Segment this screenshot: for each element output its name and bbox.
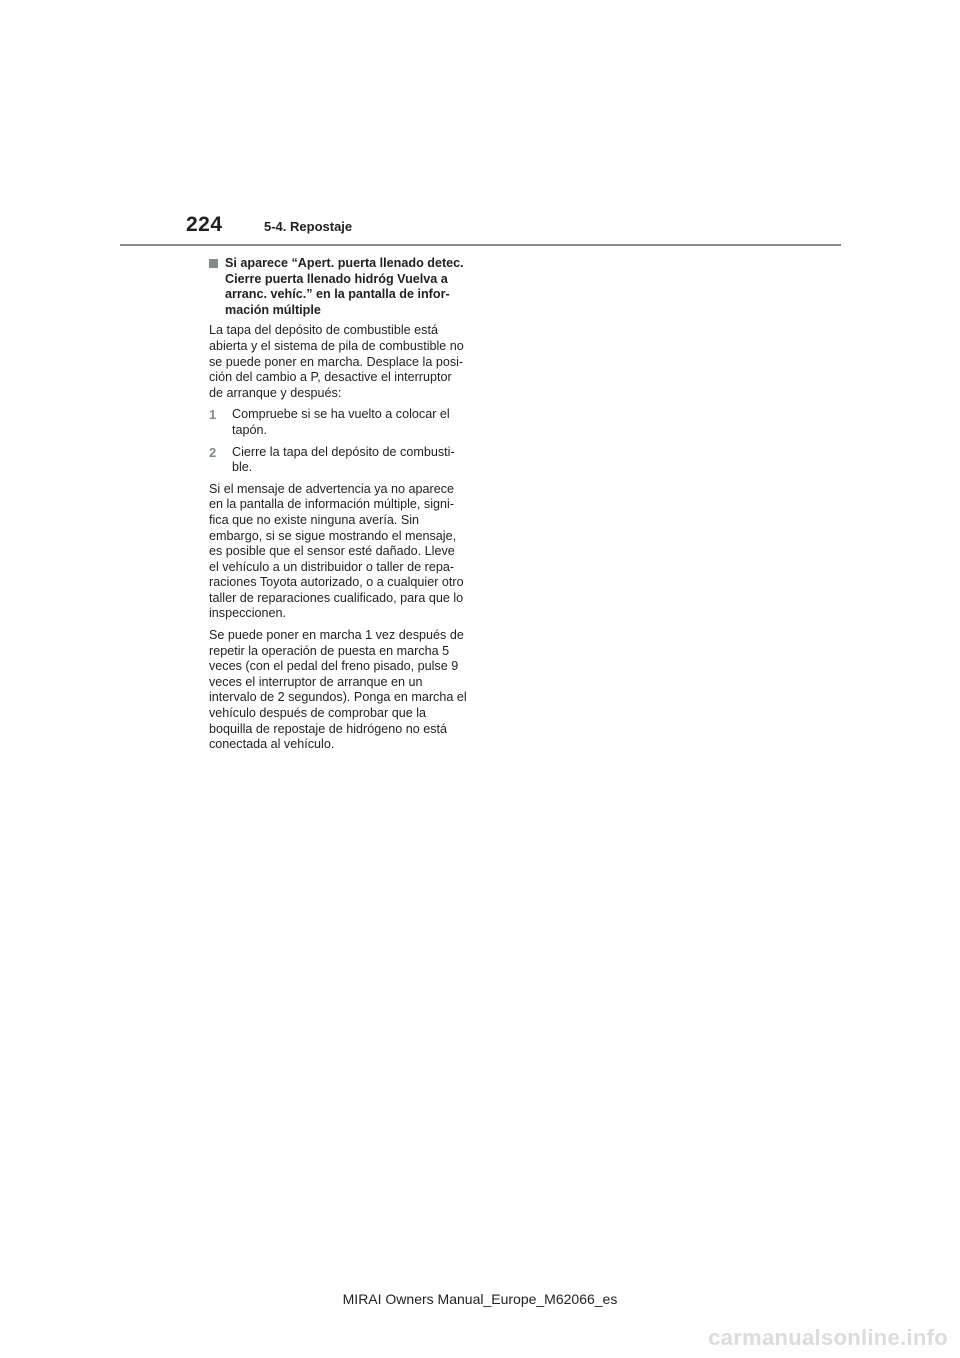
main-content — [209, 256, 467, 759]
step-item — [209, 445, 467, 476]
footer-text: MIRAI Owners Manual_Europe_M62066_es — [342, 1291, 618, 1307]
section-heading — [209, 256, 467, 318]
header-divider — [120, 244, 841, 246]
step-number: 2 — [209, 444, 217, 460]
section-title: 5-4. Repostaje — [264, 219, 353, 234]
paragraph-warning: Si el mensaje de advertencia ya no aparece en la pantalla de información múltiple, signi-fica que no existe ninguna avería. Sin embargo, si se sigue mostrando el mensaje, es posible que el sensor esté dañado. Lleve el vehículo a un distribuidor o taller de repa-raciones Toyota autorizado, o a cualquier otro taller de reparaciones cualificado, para que lo inspeccionen. — [209, 481, 464, 621]
page-number: 224 — [186, 213, 223, 236]
heading-text: Si aparece “Apert. puerta llenado detec. Cierre puerta llenado hidróg Vuelva a arranc. vehíc.” en la pantalla de infor-mación múltiple — [225, 256, 464, 317]
paragraph-startup: Se puede poner en marcha 1 vez después de repetir la operación de puesta en marcha 5 veces (con el pedal del freno pisado, pulse 9 veces el interruptor de arranque en un intervalo de 2 segundos). Ponga en marcha el vehículo después de comprobar que la boquilla de repostaje de hidrógeno no está conectada al vehículo. — [209, 628, 467, 752]
step-item — [209, 407, 467, 438]
paragraph-intro: La tapa del depósito de combustible está abierta y el sistema de pila de combustible no se puede poner en marcha. Desplace la posi-ción del cambio a P, desactive el interruptor de arranque y después: — [209, 323, 464, 400]
step-number: 1 — [209, 407, 217, 423]
square-bullet-icon — [209, 259, 218, 268]
step-text: Compruebe si se ha vuelto a colocar el tapón. — [232, 407, 450, 437]
step-text: Cierre la tapa del depósito de combusti-ble. — [232, 444, 455, 475]
watermark: carmanualsonline.info — [708, 1325, 948, 1350]
